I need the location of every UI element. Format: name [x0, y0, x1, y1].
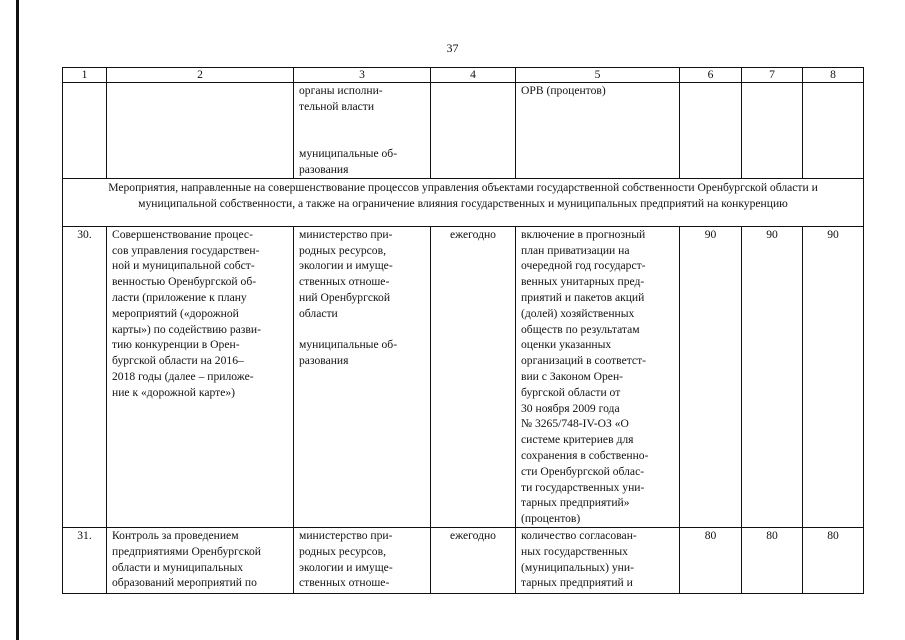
cell-num — [63, 83, 107, 179]
measure-text: Контроль за проведением предприятиями Оренбургской области и муниципальных образований мероприятий по — [107, 527, 294, 593]
responsible-text: министерство при- родных ресурсов, экологии и имуще- ственных отноше- — [294, 527, 431, 593]
responsible-text: министерство при- родных ресурсов, экологии и имуще- ственных отноше- ний Оренбургской области — [299, 227, 393, 320]
measure-text: Совершенствование процес- сов управления государствен- ной и муниципальной собст- венностью Оренбургской об- ласти (приложение к плану мероприятий («дорожной карты») по содействию разви- тию конкуренции в Орен- бургской области на 2016– 2018 годы (далее – приложе- ние к «дорожной карте») — [107, 226, 294, 527]
column-number: 3 — [294, 68, 431, 83]
cell-value — [742, 83, 803, 179]
responsible-text: муниципальные об- разования — [299, 338, 398, 368]
page-number: 37 — [446, 41, 459, 55]
column-number: 2 — [107, 68, 294, 83]
column-number: 6 — [680, 68, 742, 83]
measures-table — [62, 67, 864, 594]
table-row — [63, 226, 864, 527]
value-2016: 90 — [680, 226, 742, 527]
responsible-text: муниципальные об- разования — [299, 147, 398, 176]
cell-indicator — [516, 83, 680, 179]
indicator-text: ОРВ (процентов) — [521, 84, 606, 97]
responsible-text: органы исполни- тельной власти — [299, 84, 383, 113]
cell-period — [431, 83, 516, 179]
indicator-text: включение в прогнозный план приватизации на очередной год государст- венных унитарных пред- приятий и пакетов акций (долей) хозяйственных обществ по результатам оценки указанных организаций в соответст- вии с Законом Орен- бургской области от 30 ноября 2009 года № 3265/748-IV-ОЗ «О системе критериев для сохранения в собственно- сти Оренбургской облас- ти государственных уни- тарных предприятий» (процентов) — [516, 226, 680, 527]
section-heading-row — [63, 178, 864, 226]
cell-value — [680, 83, 742, 179]
value-2016: 80 — [680, 527, 742, 593]
period-text: ежегодно — [431, 226, 516, 527]
column-number: 1 — [63, 68, 107, 83]
section-heading: Мероприятия, направленные на совершенствование процессов управления объектами государственной собственности Оренбургской области и муниципальной собственности, а также на ограничение влияния государственных и муниципальных предприятий на конкуренцию — [63, 178, 864, 226]
value-2017: 80 — [742, 527, 803, 593]
indicator-text: количество согласован- ных государственных (муниципальных) уни- тарных предприятий и — [516, 527, 680, 593]
continuation-row — [63, 83, 864, 179]
page-edge-bar — [16, 0, 19, 640]
column-number: 8 — [803, 68, 864, 83]
value-2018: 80 — [803, 527, 864, 593]
column-number-row — [63, 68, 864, 83]
cell-responsible — [294, 83, 431, 179]
cell-value — [803, 83, 864, 179]
value-2018: 90 — [803, 226, 864, 527]
column-number: 5 — [516, 68, 680, 83]
period-text: ежегодно — [431, 527, 516, 593]
table-row — [63, 527, 864, 593]
row-number: 30. — [63, 226, 107, 527]
column-number: 7 — [742, 68, 803, 83]
row-number: 31. — [63, 527, 107, 593]
column-number: 4 — [431, 68, 516, 83]
cell-measure — [107, 83, 294, 179]
value-2017: 90 — [742, 226, 803, 527]
cell-responsible — [294, 226, 431, 527]
